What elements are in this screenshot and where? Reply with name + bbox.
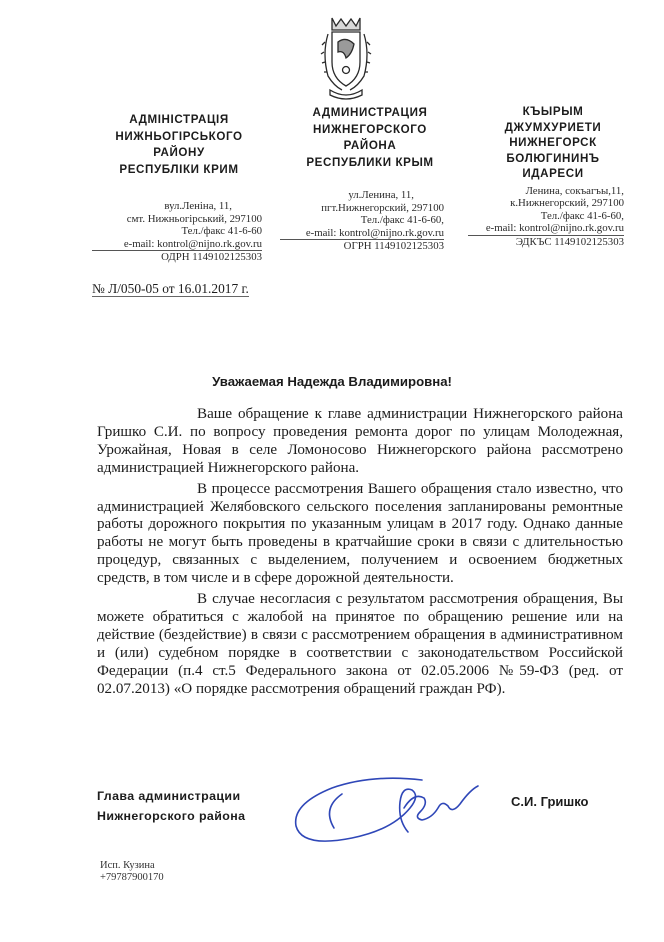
header-ukrainian xyxy=(92,112,266,264)
header-russian-address: ул.Ленина, 11, пгт.Нижнегорский, 297100 Тел./факс 41-6-60, e-mail: kontrol@nijno.rk.gov.ru ОГРН 1149102125303 xyxy=(280,189,460,253)
executor-phone: +79787900170 xyxy=(100,872,164,883)
signatory-title: Глава администрации Нижнегорского района xyxy=(97,789,246,823)
crimea-coat-of-arms-emblem xyxy=(318,14,374,100)
header-russian-title: АДМИНИСТРАЦИЯ НИЖНЕГОРСКОГО РАЙОНА РЕСПУБЛИКИ КРЫМ xyxy=(306,106,434,169)
header-russian xyxy=(280,105,460,253)
signatory-name: С.И. Гришко xyxy=(511,794,589,809)
paragraph: В процессе рассмотрения Вашего обращения стало известно, что администрацией Желябовского сельского поселения запланированы ремонтные работы дорожного покрытия по указанным улицам в 2017 году. Однако данные работы не могут быть проведены в кратчайшие сроки в связи с длительностью процедур, связанных с выделением, получением и освоением бюджетных средств, в том числе и в сфере дорожной деятельности. xyxy=(97,480,623,587)
handwritten-signature xyxy=(282,768,482,858)
registration-number: № Л/050-05 от 16.01.2017 г. xyxy=(92,281,249,296)
header-ukrainian-title: АДМІНІСТРАЦІЯ НИЖНЬОГІРСЬКОГО РАЙОНУ РЕСПУБЛІКИ КРИМ xyxy=(115,113,243,176)
executor-info xyxy=(100,860,164,884)
executor-name: Исп. Кузина xyxy=(100,860,155,871)
header-ukrainian-address: вул.Леніна, 11, смт. Нижньогірський, 297100 Тел./факс 41-6-60 e-mail: kontrol@nijno.rk.gov.ru ОДРН 1149102125303 xyxy=(92,200,266,264)
header-crimean-tatar-address: Ленина, сокъагъы,11, к.Нижнегорский, 297100 Тел./факс 41-6-60, e-mail: kontrol@nijno.rk.gov.ru ЭДКЪС 1149102125303 xyxy=(468,185,638,249)
header-crimean-tatar-title: КЪЫРЫМ ДЖУМХУРИЕТИ НИЖНЕГОРСК БОЛЮГИНИНЪ ИДАРЕСИ xyxy=(504,105,602,180)
paragraph: В случае несогласия с результатом рассмотрения обращения, Вы можете обратиться с жалобой на принятое по обращению решение или на действие (бездействие) в связи с рассмотрением обращения в административном и (или) судебном порядке в соответствии с законодательством Российской Федерации (п.4 ст.5 Федерального закона от 02.05.2006 №59-ФЗ (ред. от 02.07.2013) «О порядке рассмотрения обращений граждан РФ). xyxy=(97,591,623,697)
salutation: Уважаемая Надежда Владимировна! xyxy=(212,374,452,389)
letter-body xyxy=(97,406,623,702)
header-crimean-tatar xyxy=(468,104,638,248)
paragraph: Ваше обращение к главе администрации Нижнегорского района Гришко С.И. по вопросу проведения ремонта дорог по улицам Молодежная, Урожайная, Новая в селе Ломоносово Нижнегорского района рассмотрено администрацией Нижнегорского района. xyxy=(97,406,623,476)
